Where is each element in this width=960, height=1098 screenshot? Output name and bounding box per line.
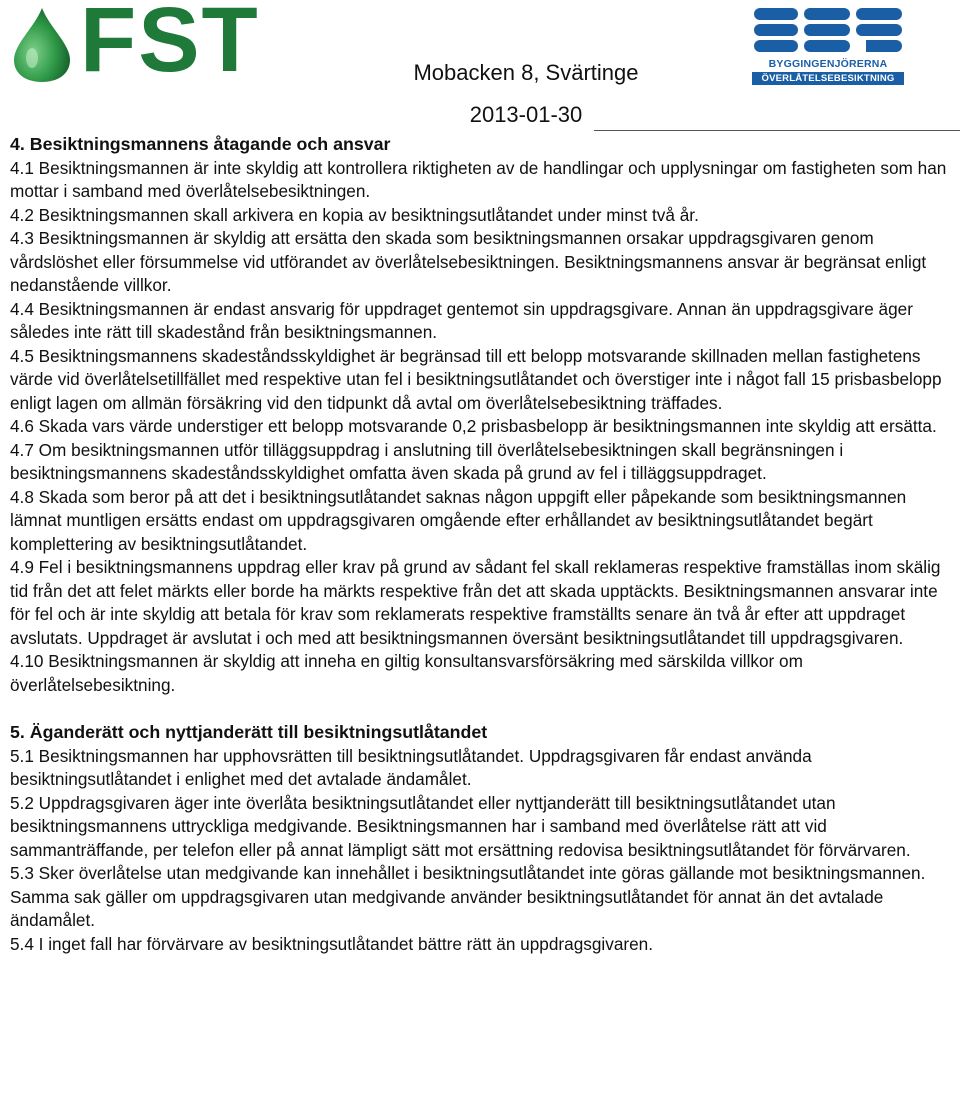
fst-logo-text: FST [80,0,260,91]
sbr-logo [752,6,904,84]
header-divider [594,130,960,131]
clause-4-4: 4.4 Besiktningsmannen är endast ansvarig för uppdraget gentemot sin uppdragsgivare. Annan än uppdragsgivare äger således inte rätt till skadestånd från besiktningsmannen. [10,298,913,342]
document-body [10,133,950,956]
clause-4-1: 4.1 Besiktningsmannen är inte skyldig att kontrollera riktigheten av de handlingar och upplysningar om fastigheten som han mottar i samband med överlåtelsebesiktningen. [10,157,947,201]
sbr-logo-line2: ÖVERLÅTELSEBESIKTNING [752,72,904,85]
document-date: 2013-01-30 [469,102,583,127]
clause-4-8: 4.8 Skada som beror på att det i besiktningsutlåtandet saknas någon uppgift eller påpekande som besiktningsmannen lämnat muntligen ersätts endast om uppdragsgivaren omgående efter erhållandet av besiktningsutlåtandet begärt komplettering av besiktningsutlåtandet. [10,486,907,554]
clause-4-2: 4.2 Besiktningsmannen skall arkivera en kopia av besiktningsutlåtandet under minst två år. [10,204,699,225]
page-header [0,0,960,132]
clause-4-3: 4.3 Besiktningsmannen är skyldig att ersätta den skada som besiktningsmannen orsakar uppdragsgivaren genom vårdslöshet eller försummelse vid utförandet av överlåtelsebesiktningen. Besiktningsmannens ansvar är begränsat enligt nedanstående villkor. [10,228,927,295]
property-address: Mobacken 8, Svärtinge [413,60,639,85]
clause-5-3: 5.3 Sker överlåtelse utan medgivande kan innehållet i besiktningsutlåtandet inte göras gällande mot besiktningsmannen. Samma sak gäller om uppdragsgivaren utan medgivande använder besiktningsutlåtandet för annat än det avtalade ändamålet. [10,863,926,930]
clause-5-2: 5.2 Uppdragsgivaren äger inte överlåta besiktningsutlåtandet eller nyttjanderätt till besiktningsutlåtandet utan besiktningsmannens uttryckliga medgivande. Besiktningsmannen har i samband med överlåtelse rätt att vid sammanträffande, per telefon eller på annat lämpligt sätt mot ersättning redovisa besiktningsutlåtandet för förvärvaren. [10,792,911,860]
clause-5-1: 5.1 Besiktningsmannen har upphovsrätten till besiktningsutlåtandet. Uppdragsgivaren får endast använda besiktningsutlåtandet i enlighet med det avtalade ändamålet. [10,745,812,789]
clause-5-4: 5.4 I inget fall har förvärvare av besiktningsutlåtandet bättre rätt än uppdragsgivaren. [10,933,654,954]
clause-4-6: 4.6 Skada vars värde understiger ett belopp motsvarande 0,2 prisbasbelopp är besiktningsmannen inte skyldig att ersätta. [10,416,937,436]
clause-4-10: 4.10 Besiktningsmannen är skyldig att inneha en giltig konsultansvarsförsäkring med särskilda villkor om överlåtelsebesiktning. [10,651,803,695]
section-spacer [10,697,950,721]
water-drop-icon [10,6,74,84]
section-4-heading: 4. Besiktningsmannens åtagande och ansvar [10,134,391,154]
sbr-logo-line1: BYGGINGENJÖRERNA [768,58,888,70]
clause-4-5: 4.5 Besiktningsmannens skadeståndsskyldighet är begränsad till ett belopp motsvarande skillnaden mellan fastighetens värde vid överlåtelsetillfället med respektive utan fel i besiktningsutlåtandet och överstiger inte i något fall 15 prisbasbelopp enligt lagen om allmän försäkring vid den tidpunkt då avtal om överlåtelsebesiktning träffades. [10,345,942,413]
clause-4-9: 4.9 Fel i besiktningsmannens uppdrag eller krav på grund av sådant fel skall reklameras respektive framställas inom skälig tid från det att felet märkts eller borde ha märkts respektive från det att skada upptäckts. Besiktningsmannen ansvarar inte för fel och är inte skyldig att betala för krav som reklamerats respektive framställts senare än två år efter att uppdraget avslutats. Uppdraget är avslutat i och med att besiktningsmannen översänt besiktningsutlåtandet till uppdragsgivaren. [10,557,941,648]
fst-logo [4,0,284,91]
section-5-heading: 5. Äganderätt och nyttjanderätt till besiktningsutlåtandet [10,722,488,742]
clause-4-7: 4.7 Om besiktningsmannen utför tilläggsuppdrag i anslutning till överlåtelsebesiktningen skall begränsningen i besiktningsmannens skadeståndsskyldighet omfatta även skada på grund av fel i tilläggsuppdraget. [10,439,844,483]
sbr-logo-mark-icon [752,6,904,56]
